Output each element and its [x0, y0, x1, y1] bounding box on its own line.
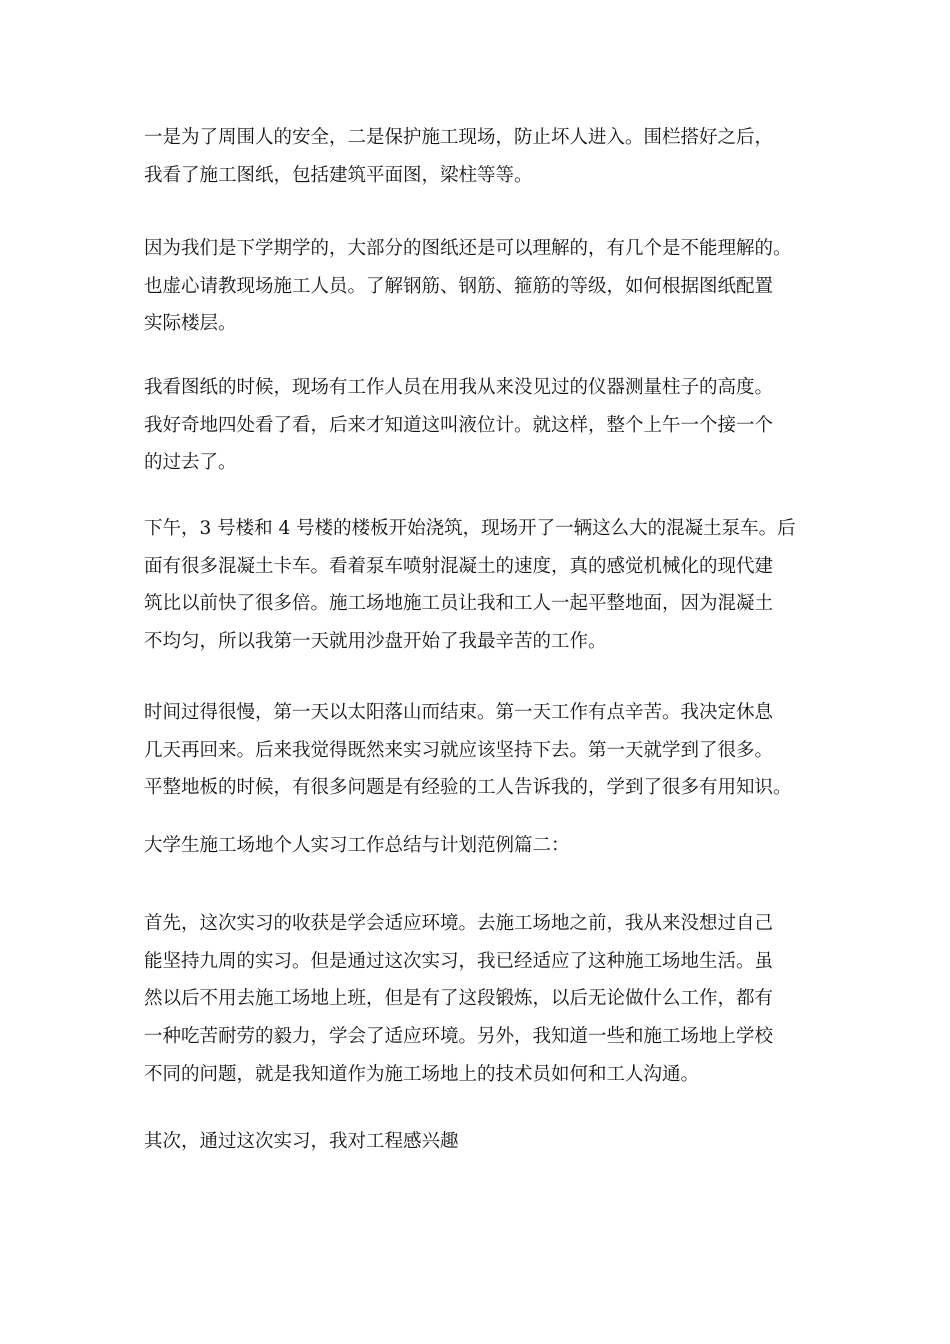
paragraph-5	[144, 694, 792, 807]
paragraph-7	[144, 1123, 459, 1161]
text-line: 也虚心请教现场施工人员。了解钢筋、钢筋、箍筋的等级，如何根据图纸配置	[144, 275, 774, 297]
paragraph-4	[144, 510, 796, 661]
text-line: 一是为了周围人的安全，二是保护施工现场，防止坏人进入。围栏搭好之后，	[144, 127, 774, 148]
text-line: 因为我们是下学期学的，大部分的图纸还是可以理解的，有几个是不能理解的。	[144, 238, 792, 259]
paragraph-3	[144, 369, 773, 482]
text-line: 我看图纸的时候，现场有工作人员在用我从来没见过的仪器测量柱子的高度。	[144, 377, 774, 398]
text-line: 其次，通过这次实习，我对工程感兴趣	[144, 1131, 459, 1152]
text-line: 几天再回来。后来我觉得既然来实习就应该坚持下去。第一天就学到了很多。	[144, 739, 774, 761]
text-line: 面有很多混凝土卡车。看着泵车喷射混凝土的速度，真的感觉机械化的现代建	[144, 555, 774, 577]
text-line: 不均匀，所以我第一天就用沙盘开始了我最辛苦的工作。	[144, 631, 607, 653]
text-line: 平整地板的时候，有很多问题是有经验的工人告诉我的，学到了很多有用知识。	[144, 777, 792, 799]
text-line: 我看了施工图纸，包括建筑平面图，梁柱等等。	[144, 164, 533, 186]
text-line: 然以后不用去施工场地上班，但是有了这段锻炼，以后无论做什么工作，都有	[144, 988, 774, 1010]
paragraph-6	[144, 905, 773, 1093]
text-line: 大学生施工场地个人实习工作总结与计划范例篇二：	[144, 835, 570, 856]
text-line: 下午，3 号楼和 4 号楼的楼板开始浇筑，现场开了一辆这么大的混凝土泵车。后	[144, 518, 796, 539]
text-line: 我好奇地四处看了看，后来才知道这叫液位计。就这样，整个上午一个接一个	[144, 414, 774, 436]
text-line: 首先，这次实习的收获是学会适应环境。去施工场地之前，我从来没想过自己	[144, 913, 774, 934]
text-line: 一种吃苦耐劳的毅力，学会了适应环境。另外，我知道一些和施工场地上学校	[144, 1026, 774, 1048]
text-line: 能坚持九周的实习。但是通过这次实习，我已经适应了这种施工场地生活。虽	[144, 950, 774, 972]
text-line: 时间过得很慢，第一天以太阳落山而结束。第一天工作有点辛苦。我决定休息	[144, 702, 774, 723]
paragraph-1	[144, 119, 773, 194]
section-heading	[144, 827, 570, 865]
text-line: 的过去了。	[144, 452, 237, 474]
text-line: 不同的问题，就是我知道作为施工场地上的技术员如何和工人沟通。	[144, 1063, 700, 1085]
paragraph-2	[144, 230, 792, 343]
text-line: 实际楼层。	[144, 313, 237, 335]
text-line: 筑比以前快了很多倍。施工场地施工员让我和工人一起平整地面，因为混凝土	[144, 593, 774, 615]
